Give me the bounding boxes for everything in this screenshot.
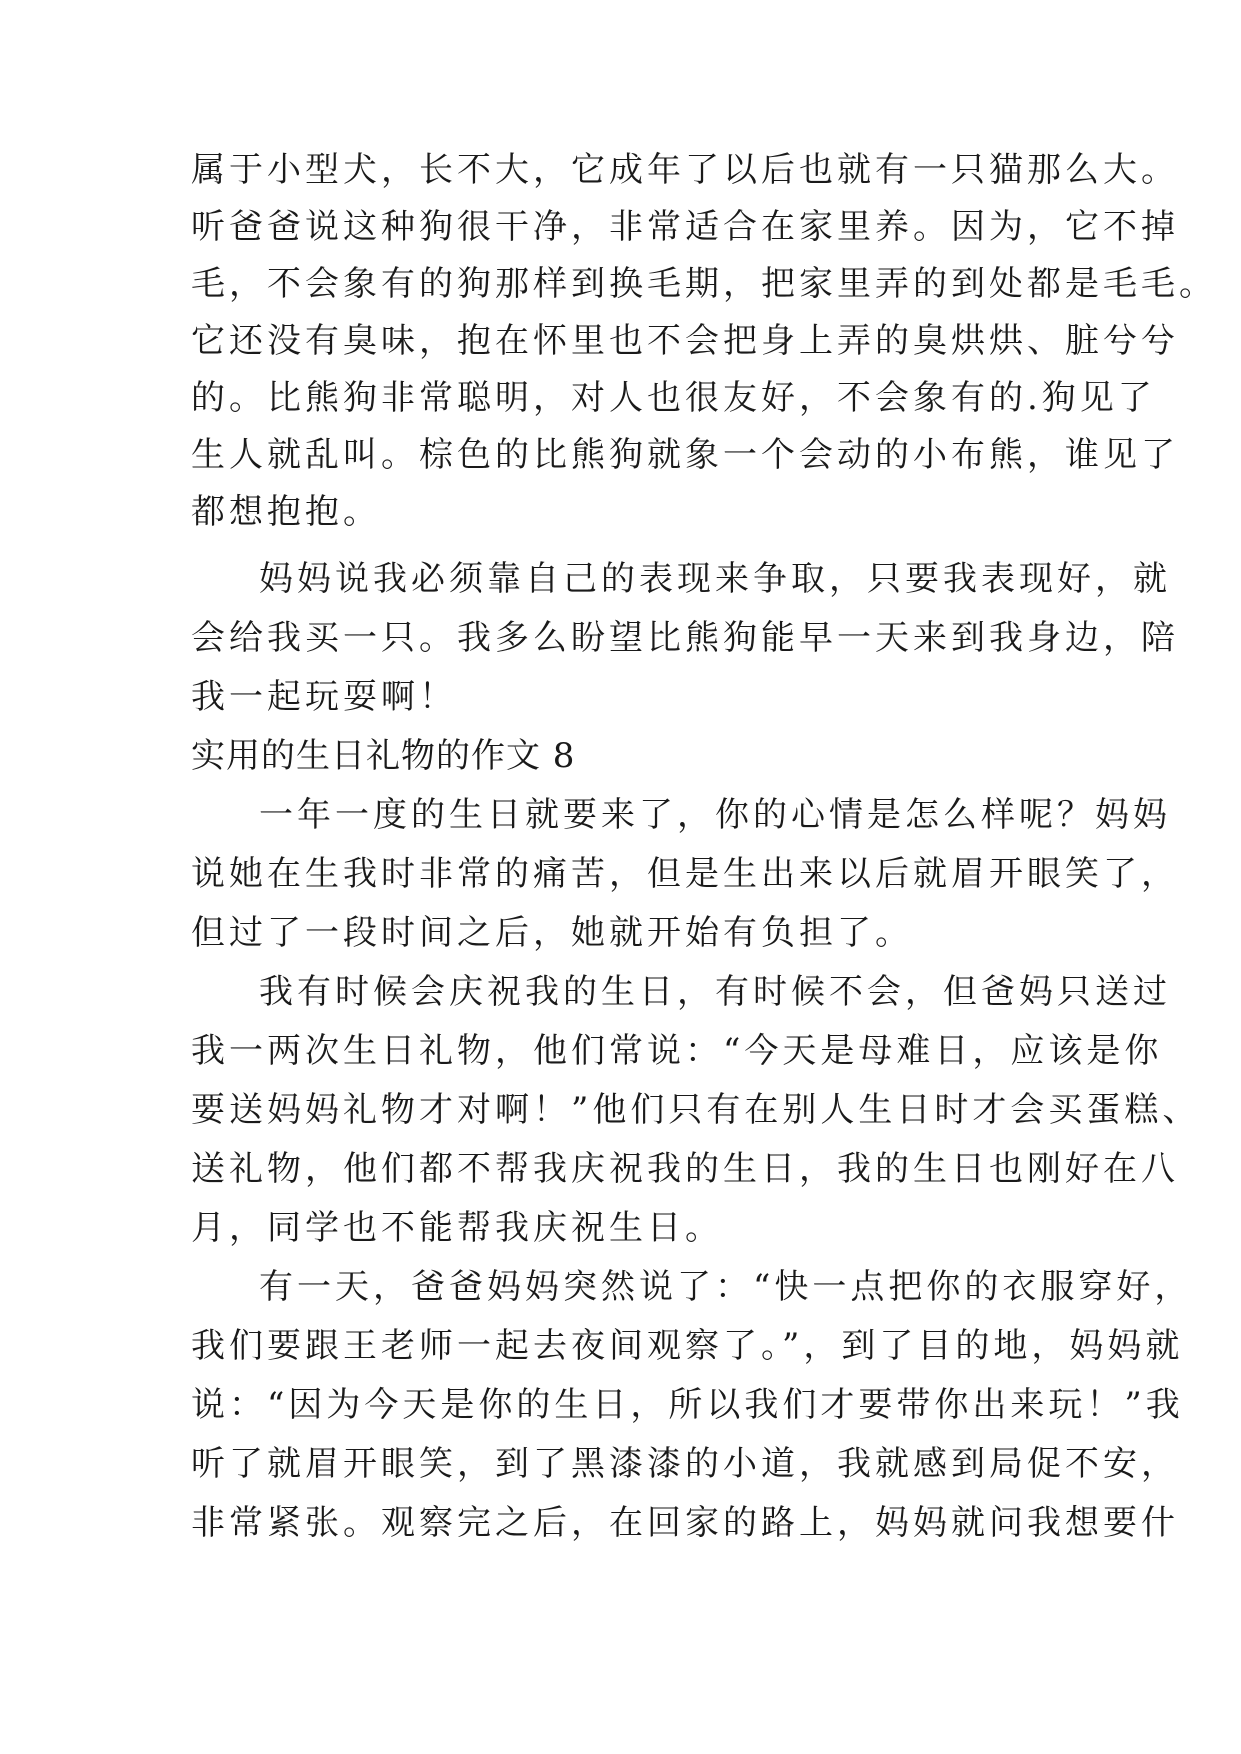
body-text-line: 我一起玩耍啊！ — [191, 677, 457, 717]
body-text-line: 听爸爸说这种狗很干净，非常适合在家里养。因为，它不掉 — [191, 207, 1179, 247]
body-text-line: 我们要跟王老师一起去夜间观察了。”，到了目的地，妈妈就 — [191, 1326, 1184, 1366]
body-text-line: 要送妈妈礼物才对啊！”他们只有在别人生日时才会买蛋糕、 — [191, 1090, 1201, 1130]
body-text-line: 毛，不会象有的狗那样到换毛期，把家里弄的到处都是毛毛。 — [191, 264, 1217, 304]
body-text-line: 都想抱抱。 — [191, 492, 381, 532]
body-text-line: 会给我买一只。我多么盼望比熊狗能早一天来到我身边，陪 — [191, 618, 1179, 658]
paragraph-first-line: 我有时候会庆祝我的生日，有时候不会，但爸妈只送过 — [259, 972, 1171, 1012]
section-heading: 实用的生日礼物的作文 8 — [191, 736, 576, 776]
body-text-line: 我一两次生日礼物，他们常说：“今天是母难日，应该是你 — [191, 1031, 1163, 1071]
body-text-line: 非常紧张。观察完之后，在回家的路上，妈妈就问我想要什 — [191, 1503, 1179, 1543]
body-text-line: 说她在生我时非常的痛苦，但是生出来以后就眉开眼笑了， — [191, 854, 1179, 894]
body-text-line: 的。比熊狗非常聪明，对人也很友好，不会象有的.狗见了 — [191, 378, 1156, 418]
body-text-line: 说：“因为今天是你的生日，所以我们才要带你出来玩！”我 — [191, 1385, 1184, 1425]
body-text-line: 听了就眉开眼笑，到了黑漆漆的小道，我就感到局促不安， — [191, 1444, 1179, 1484]
body-text-line: 送礼物，他们都不帮我庆祝我的生日，我的生日也刚好在八 — [191, 1149, 1179, 1189]
paragraph-first-line: 有一天，爸爸妈妈突然说了：“快一点把你的衣服穿好， — [259, 1267, 1193, 1307]
body-text-line: 月，同学也不能帮我庆祝生日。 — [191, 1208, 723, 1248]
paragraph-first-line: 一年一度的生日就要来了，你的心情是怎么样呢？妈妈 — [259, 795, 1171, 835]
body-text-line: 它还没有臭味，抱在怀里也不会把身上弄的臭烘烘、脏兮兮 — [191, 321, 1179, 361]
body-text-line: 属于小型犬，长不大，它成年了以后也就有一只猫那么大。 — [191, 150, 1179, 190]
paragraph-first-line: 妈妈说我必须靠自己的表现来争取，只要我表现好，就 — [259, 559, 1171, 599]
body-text-line: 生人就乱叫。棕色的比熊狗就象一个会动的小布熊，谁见了 — [191, 435, 1179, 475]
body-text-line: 但过了一段时间之后，她就开始有负担了。 — [191, 913, 913, 953]
